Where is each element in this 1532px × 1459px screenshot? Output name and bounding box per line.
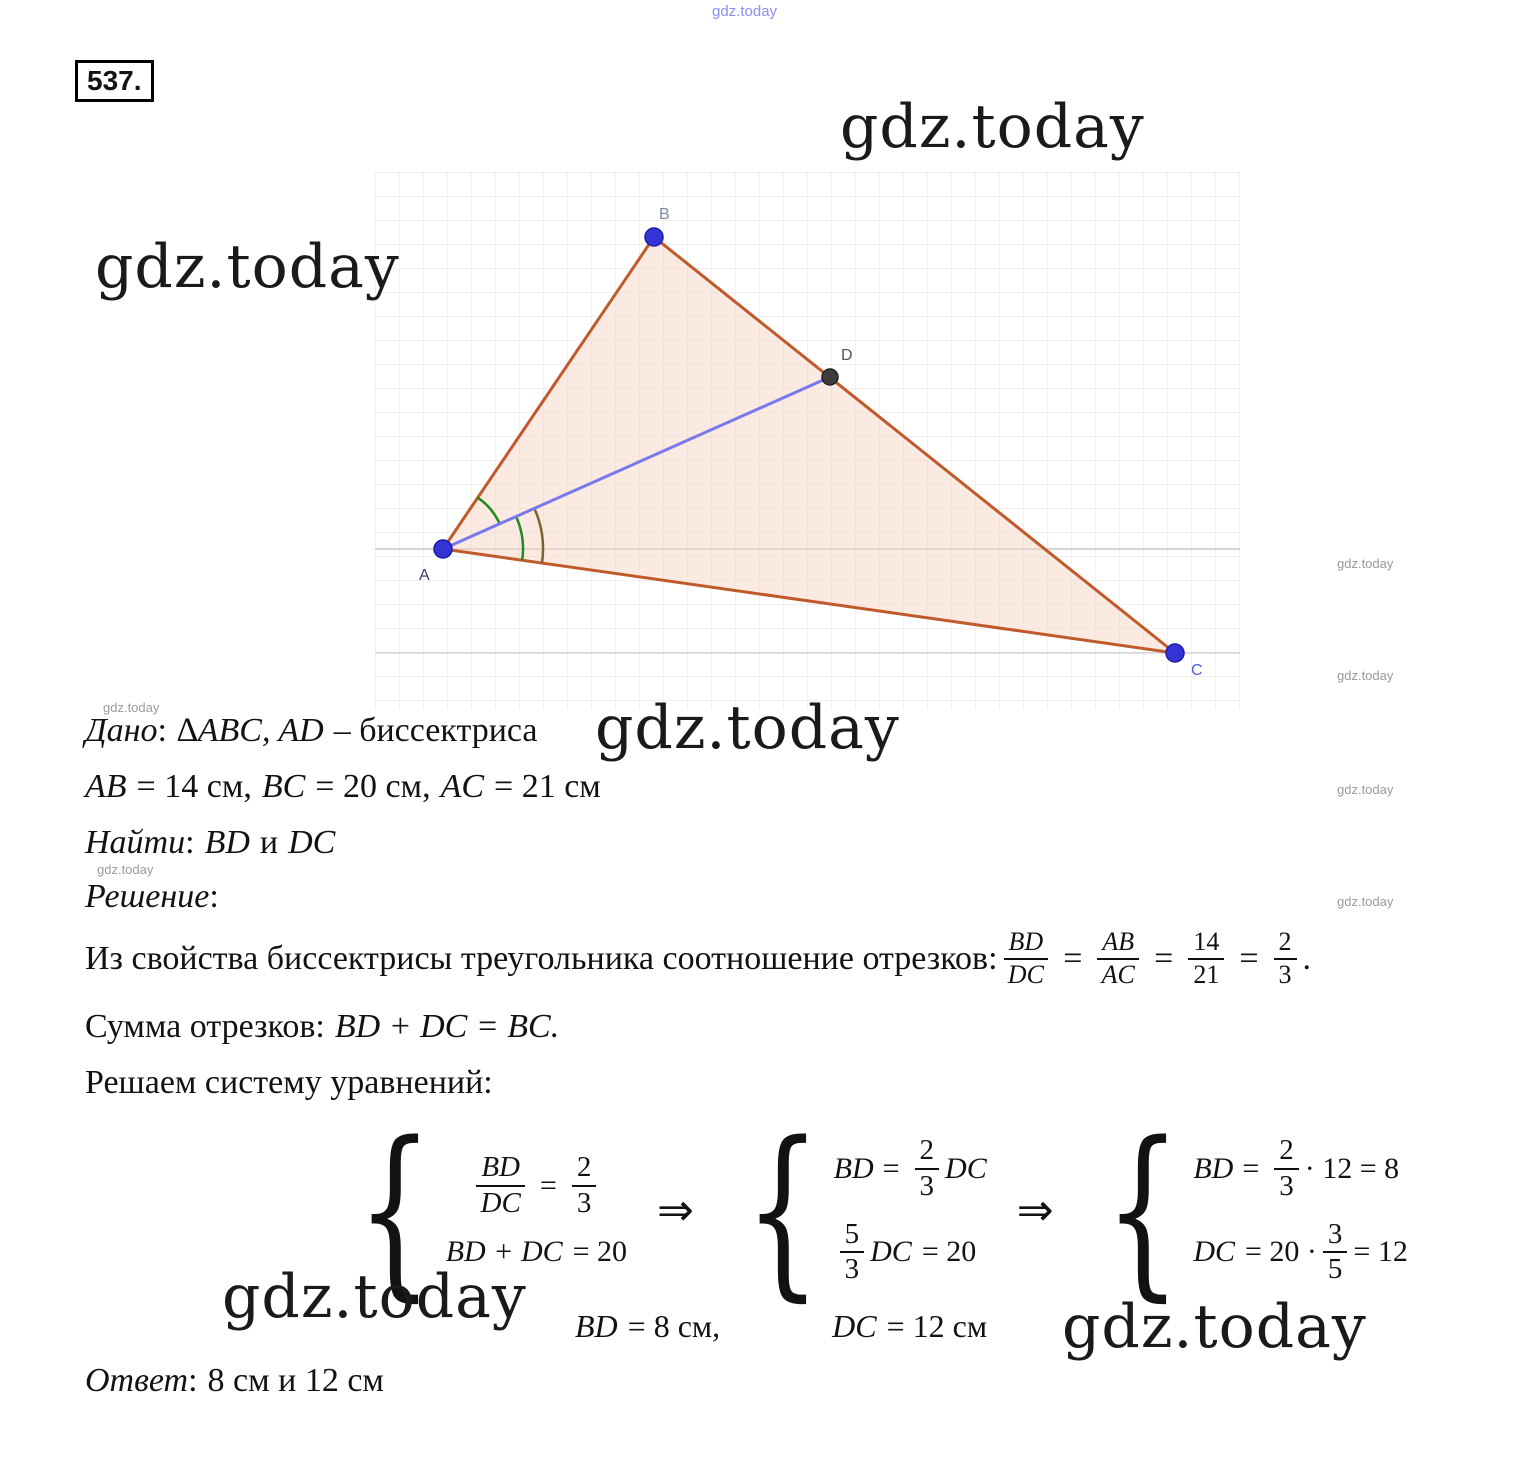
sum-intro: Сумма отрезков:	[85, 1008, 325, 1045]
side-ab: AB	[85, 768, 127, 805]
implies-arrow: ⇒	[657, 1186, 694, 1235]
side-bc: BC	[261, 768, 306, 805]
side-ac: AC	[440, 768, 485, 805]
fraction-14-21	[1188, 928, 1224, 989]
sum-line	[85, 1008, 559, 1046]
fraction-denominator: AC	[1101, 959, 1135, 989]
fraction-2-3	[572, 1152, 597, 1220]
equals-sign: =	[1239, 939, 1259, 977]
sides-line	[85, 768, 601, 806]
fraction-2-3	[915, 1135, 940, 1203]
side-ab-value: = 14 см,	[136, 768, 252, 805]
brace-left: {	[744, 1102, 822, 1318]
watermark-small-left-1: gdz.today	[103, 700, 160, 715]
colon: :	[209, 878, 219, 915]
var-bd: BD	[833, 1151, 874, 1185]
fraction-denominator: 3	[576, 1186, 592, 1219]
find-label: Найти	[85, 824, 186, 861]
fraction-numerator: BD	[476, 1152, 525, 1187]
fraction-numerator: 2	[1274, 928, 1297, 960]
sum-math: BD + DC = BC.	[334, 1008, 560, 1045]
watermark-small-right-3: gdz.today	[1337, 782, 1394, 797]
given-math: ∆ABC, AD	[176, 712, 324, 749]
sum-value: = 20	[572, 1235, 628, 1269]
solution-label-line	[85, 878, 219, 916]
fraction-numerator: AB	[1097, 928, 1139, 960]
fraction-2-3	[1274, 1135, 1299, 1203]
equation-mid: = 20 ·	[1245, 1235, 1317, 1269]
result-dc-value: = 12 см	[886, 1308, 988, 1344]
var-bd: BD	[575, 1308, 618, 1344]
equals-sign: =	[540, 1168, 557, 1202]
fraction-numerator: 2	[915, 1135, 940, 1170]
given-line	[85, 712, 538, 750]
fraction-numerator: BD	[1004, 928, 1049, 960]
implies-arrow: ⇒	[1016, 1186, 1054, 1235]
find-conjunction: и	[259, 824, 279, 861]
geometry-figure	[375, 172, 1240, 709]
side-ac-value: = 21 см	[494, 768, 601, 805]
side-bc-value: = 20 см,	[315, 768, 431, 805]
colon: :	[157, 712, 167, 749]
sum-vars: BD + DC	[445, 1235, 563, 1269]
colon: :	[185, 824, 195, 861]
equation-value: = 20	[921, 1235, 977, 1269]
ratio-line	[85, 928, 1311, 989]
fraction-denominator: 5	[1327, 1253, 1343, 1286]
fraction-denominator: 21	[1193, 959, 1220, 989]
result-dc	[832, 1308, 987, 1345]
period: .	[1302, 939, 1312, 977]
watermark-top: gdz.today	[712, 3, 778, 20]
equals-sign: =	[882, 1151, 900, 1185]
watermark-large-bottom-right: gdz.today	[1062, 1292, 1367, 1362]
vertex-label-a: A	[419, 567, 430, 584]
fraction-bd-dc	[476, 1152, 525, 1220]
fraction-numerator: 5	[840, 1219, 865, 1254]
brace-left: {	[356, 1102, 434, 1318]
fraction-2-3	[1274, 928, 1297, 989]
point-label-d: D	[841, 347, 853, 364]
watermark-large-left: gdz.today	[95, 232, 400, 302]
answer-label: Ответ	[85, 1362, 189, 1399]
fraction-3-5	[1323, 1219, 1348, 1287]
system-3-row-2	[1193, 1219, 1408, 1287]
system-2-row-1	[834, 1135, 987, 1203]
fraction-numerator: 14	[1188, 928, 1224, 960]
fraction-bd-dc	[1004, 928, 1049, 989]
fraction-denominator: 3	[1278, 959, 1292, 989]
var-dc: DC	[1193, 1235, 1235, 1269]
system-2	[724, 1102, 987, 1318]
vertex-label-b: B	[659, 206, 670, 223]
point-d	[822, 369, 838, 385]
fraction-denominator: 3	[1279, 1169, 1294, 1202]
fraction-5-3	[840, 1219, 865, 1287]
var-bd: BD	[1193, 1151, 1234, 1185]
fraction-denominator: DC	[480, 1186, 521, 1219]
watermark-small-right-2: gdz.today	[1337, 668, 1394, 683]
fraction-denominator: DC	[1007, 959, 1044, 989]
answer-line	[85, 1362, 384, 1400]
watermark-small-right-1: gdz.today	[1337, 556, 1394, 571]
brace-left: {	[1104, 1102, 1181, 1318]
ratio-intro: Из свойства биссектрисы треугольника соотношение отрезков:	[85, 939, 998, 977]
vertex-point-a	[434, 540, 452, 558]
fraction-ab-ac	[1097, 928, 1139, 989]
equals-sign: =	[1242, 1151, 1260, 1185]
given-label: Дано	[85, 712, 158, 749]
var-dc: DC	[870, 1235, 912, 1269]
vertex-label-c: C	[1191, 662, 1203, 679]
system-2-row-2	[834, 1219, 977, 1287]
vertex-point-b	[645, 228, 663, 246]
system-3	[1084, 1102, 1408, 1318]
var-dc: DC	[832, 1308, 877, 1344]
system-3-row-1	[1193, 1135, 1399, 1203]
find-var-bd: BD	[204, 824, 250, 861]
equation-tail: · 12 = 8	[1304, 1151, 1400, 1185]
watermark-large-bottom-left: gdz.today	[222, 1262, 527, 1332]
system-intro-line	[85, 1064, 493, 1102]
var-dc: DC	[945, 1151, 987, 1185]
solution-label: Решение	[85, 878, 210, 915]
colon: :	[188, 1362, 198, 1399]
fraction-numerator: 3	[1323, 1219, 1348, 1254]
watermark-large-middle: gdz.today	[595, 693, 900, 763]
fraction-numerator: 2	[1274, 1135, 1299, 1170]
watermark-small-left-2: gdz.today	[97, 862, 154, 877]
system-1-row-1	[470, 1152, 602, 1220]
given-rest: – биссектриса	[333, 712, 538, 749]
equation-value: = 12	[1353, 1235, 1408, 1269]
equals-sign: =	[1154, 939, 1174, 977]
watermark-small-right-4: gdz.today	[1337, 894, 1394, 909]
find-line	[85, 824, 335, 862]
vertex-point-c	[1166, 644, 1184, 662]
system-intro: Решаем систему уравнений:	[85, 1064, 493, 1101]
equals-sign: =	[1063, 939, 1083, 977]
fraction-denominator: 3	[844, 1253, 860, 1286]
answer-text: 8 см и 12 см	[207, 1362, 384, 1399]
fraction-denominator: 3	[919, 1169, 935, 1202]
fraction-numerator: 2	[572, 1152, 597, 1187]
problem-number: 537.	[75, 60, 154, 102]
result-bd-value: = 8 см,	[627, 1308, 721, 1344]
watermark-large-top-right: gdz.today	[840, 92, 1145, 162]
result-bd	[575, 1308, 720, 1345]
find-var-dc: DC	[288, 824, 336, 861]
results-line	[575, 1308, 987, 1345]
